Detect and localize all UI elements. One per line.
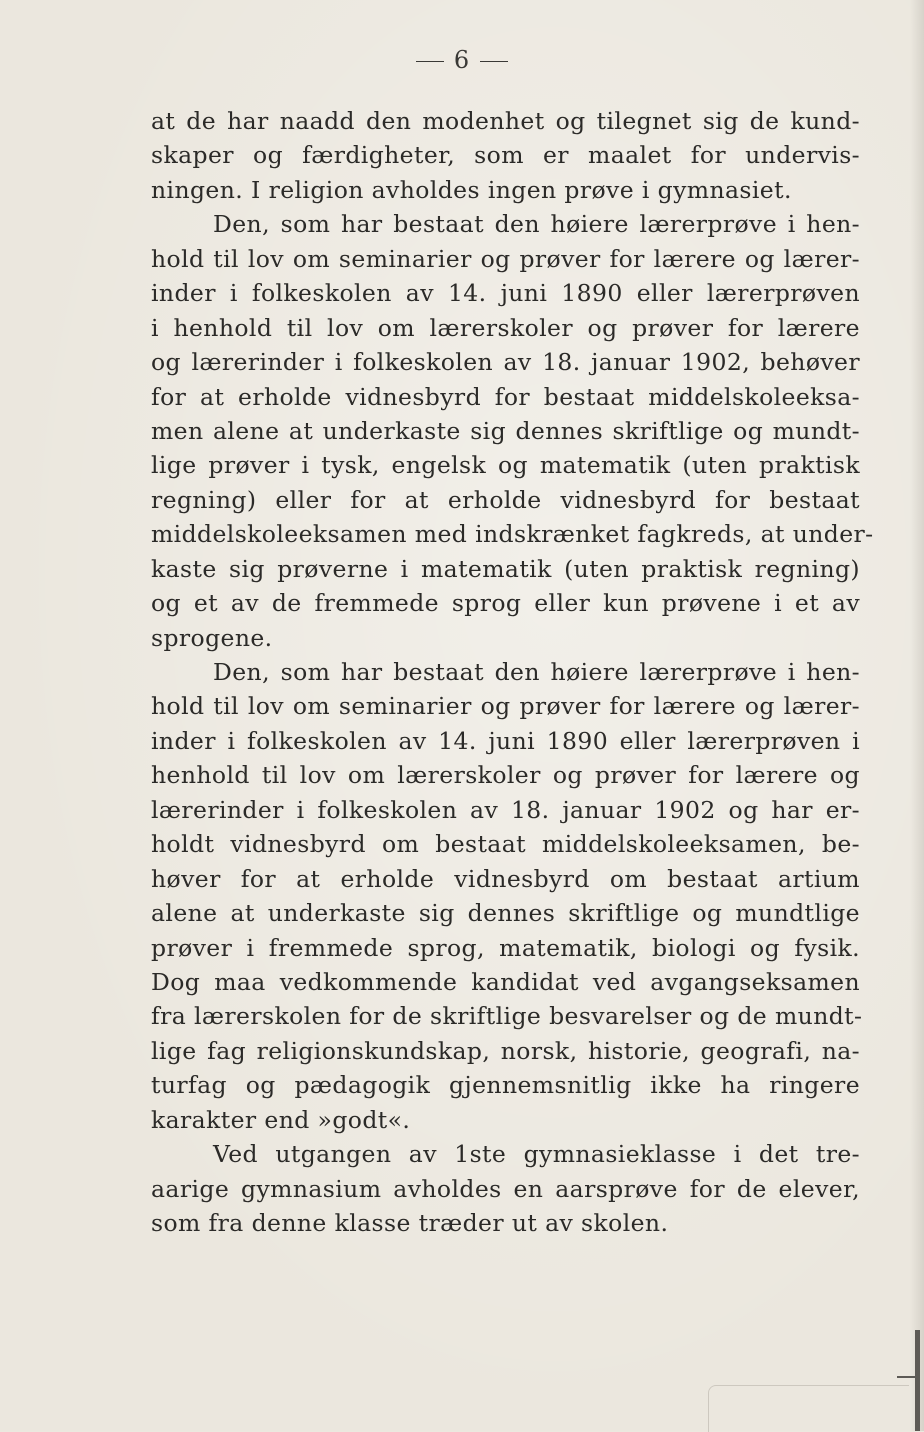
text-line: middelskoleeksamen med indskrænket fagkreds, at under-	[151, 520, 874, 549]
text-line: inder i folkeskolen av 14. juni 1890 eller lærerprøven i	[151, 726, 860, 755]
text-line: turfag og pædagogik gjennemsnitlig ikke ha ringere	[151, 1071, 860, 1100]
text-line: fra lærerskolen for de skriftlige besvarelser og de mundt-	[151, 1002, 863, 1031]
scan-artifact-outline	[708, 1385, 909, 1432]
text-line: for at erholde vidnesbyrd for bestaat middelskoleeksa-	[151, 382, 860, 411]
text-line: og lærerinder i folkeskolen av 18. januar 1902, behøver	[151, 348, 860, 377]
text-line: sprogene.	[151, 623, 273, 652]
text-line: Den, som har bestaat den høiere lærerprøve i hen-	[213, 210, 860, 239]
page-number-dash-right	[480, 61, 508, 62]
text-line: i henhold til lov om lærerskoler og prøver for lærere	[151, 313, 860, 342]
text-line: ningen. I religion avholdes ingen prøve i gymnasiet.	[151, 175, 792, 204]
text-line: men alene at underkaste sig dennes skriftlige og mundt-	[151, 416, 860, 445]
text-line: holdt vidnesbyrd om bestaat middelskoleeksamen, be-	[151, 830, 860, 859]
text-line: høver for at erholde vidnesbyrd om bestaat artium	[151, 864, 860, 893]
text-line: kaste sig prøverne i matematik (uten praktisk regning)	[151, 554, 860, 583]
text-line: aarige gymnasium avholdes en aarsprøve for de elever,	[151, 1174, 860, 1203]
text-line: karakter end »godt«.	[151, 1105, 411, 1134]
text-line: lige fag religionskundskap, norsk, historie, geografi, na-	[151, 1036, 860, 1065]
text-line: som fra denne klasse træder ut av skolen.	[151, 1209, 669, 1237]
scan-edge-shadow	[910, 0, 924, 1431]
text-line: prøver i fremmede sprog, matematik, biologi og fysik.	[151, 933, 860, 962]
text-line: lige prøver i tysk, engelsk og matematik (uten praktisk	[151, 451, 860, 480]
text-line: inder i folkeskolen av 14. juni 1890 eller lærerprøven	[151, 279, 860, 308]
text-line: og et av de fremmede sprog eller kun prøvene i et av	[151, 589, 860, 618]
text-line: Ved utgangen av 1ste gymnasieklasse i det tre-	[213, 1140, 860, 1169]
text-line: hold til lov om seminarier og prøver for lærere og lærer-	[151, 244, 860, 273]
text-line: hold til lov om seminarier og prøver for lærere og lærer-	[151, 692, 860, 721]
page-number-value: 6	[453, 46, 471, 74]
page-number-dash-left	[416, 61, 444, 62]
text-line: skaper og færdigheter, som er maalet for undervis-	[151, 141, 860, 170]
text-line: Den, som har bestaat den høiere lærerprøve i hen-	[213, 658, 860, 686]
text-line: at de har naadd den modenhet og tilegnet sig de kund-	[151, 107, 860, 135]
body-text	[151, 104, 874, 1240]
text-line: alene at underkaste sig dennes skriftlige og mundtlige	[151, 899, 860, 928]
scan-edge-bar	[915, 1330, 920, 1431]
text-line: Dog maa vedkommende kandidat ved avgangseksamen	[151, 967, 860, 996]
text-line: lærerinder i folkeskolen av 18. januar 1902 og har er-	[151, 795, 860, 824]
scan-edge-tick	[897, 1376, 915, 1378]
text-line: regning) eller for at erholde vidnesbyrd for bestaat	[151, 485, 860, 514]
page-number	[0, 46, 924, 74]
text-line: henhold til lov om lærerskoler og prøver for lærere og	[151, 761, 860, 790]
